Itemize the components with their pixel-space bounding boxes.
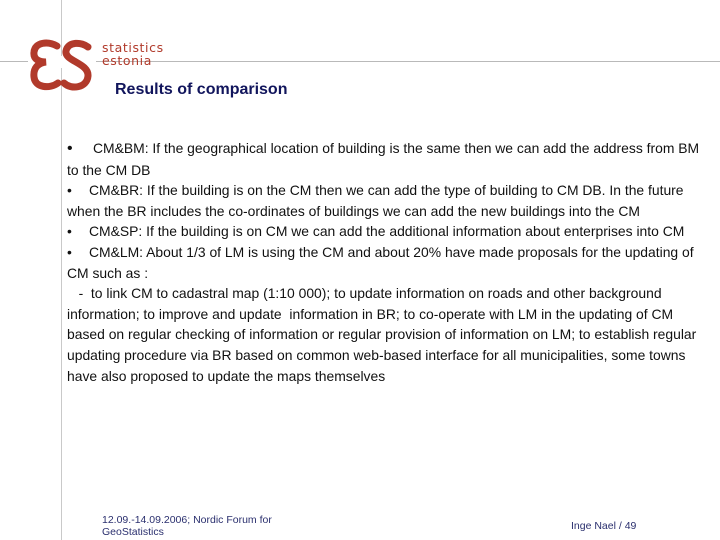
paragraph-text: CM&BR: If the building is on the CM then we can add the type of building to CM DB. In the future when the BR includes the co-ordinates of buildings we can add the new buildings into the CM — [67, 182, 684, 219]
logo-line-1: statistics — [102, 40, 164, 55]
footer-event — [102, 514, 272, 538]
content-body — [67, 138, 703, 386]
paragraph-cm-bm — [67, 138, 703, 180]
footer-event-line-2: GeoStatistics — [102, 526, 164, 538]
logo-line-2: estonia — [102, 53, 153, 68]
bullet-icon: • — [67, 243, 72, 260]
paragraph-cm-lm — [67, 242, 703, 283]
page-title: Results of comparison — [115, 81, 288, 98]
paragraph-text: CM&BM: If the geographical location of building is the same then we can add the address from BM to the CM DB — [67, 140, 700, 178]
paragraph-text: CM&LM: About 1/3 of LM is using the CM and about 20% have made proposals for the updating of CM such as : — [67, 243, 694, 281]
statistics-estonia-logo-icon — [30, 38, 92, 92]
horizontal-divider-left — [0, 61, 28, 62]
bullet-icon: • — [67, 140, 73, 157]
paragraph-cm-sp — [67, 221, 703, 242]
footer-event-line-1: 12.09.-14.09.2006; Nordic Forum for — [102, 514, 272, 526]
horizontal-divider — [96, 61, 720, 62]
bullet-icon: • — [67, 182, 72, 199]
footer-author-page: Inge Nael / 49 — [571, 520, 637, 532]
logo-wordmark — [102, 41, 164, 67]
paragraph-cm-br — [67, 180, 703, 221]
paragraph-text: CM&SP: If the building is on CM we can add the additional information about enterprises into CM — [89, 223, 685, 240]
bullet-icon: • — [67, 223, 72, 240]
sub-paragraph: - to link CM to cadastral map (1:10 000); to update information on roads and other background information; to improve and update information in BR; to co-operate with LM in the updating of CM based on regular checking of information or regular provision of information on LM; to establish regular updating procedure via BR based on common web-based interface for all municipalities, some towns have also proposed to update the maps themselves — [67, 285, 701, 384]
